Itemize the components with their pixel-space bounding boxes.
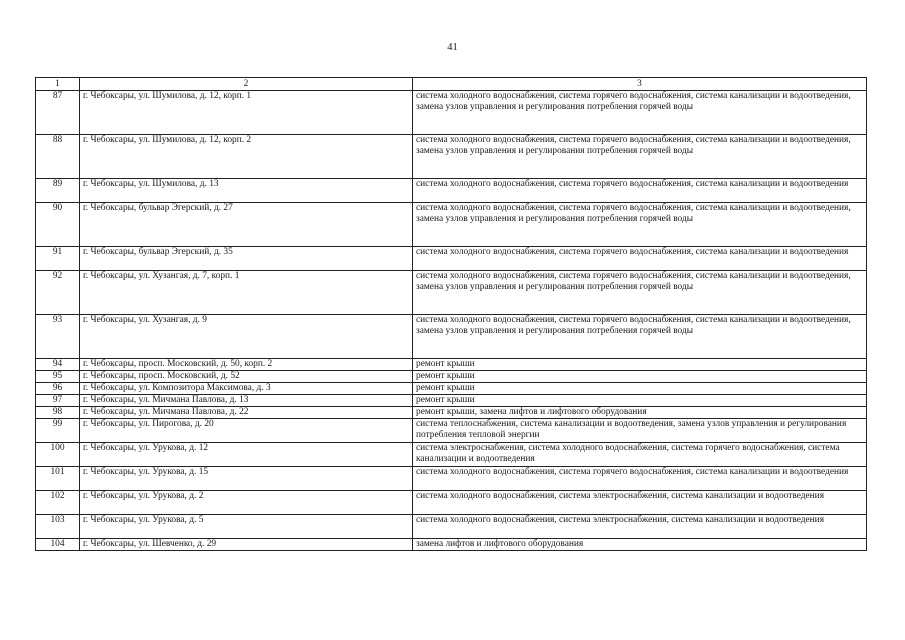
row-number-cell: 92: [36, 271, 80, 315]
row-number-cell: 103: [36, 515, 80, 539]
address-cell: г. Чебоксары, ул. Шевченко, д. 29: [80, 539, 413, 551]
table-row: [36, 179, 867, 203]
address-cell: г. Чебоксары, ул. Мичмана Павлова, д. 22: [80, 407, 413, 419]
works-cell: система электроснабжения, система холодного водоснабжения, система горячего водоснабжения, система канализации и водоотведения: [413, 443, 867, 467]
table-row: [36, 443, 867, 467]
works-cell: система холодного водоснабжения, система горячего водоснабжения, система канализации и водоотведения: [413, 467, 867, 491]
table-row: [36, 395, 867, 407]
table-body: [36, 91, 867, 551]
works-cell: ремонт крыши: [413, 359, 867, 371]
address-cell: г. Чебоксары, ул. Хузангая, д. 9: [80, 315, 413, 359]
row-number-cell: 98: [36, 407, 80, 419]
works-cell: система холодного водоснабжения, система горячего водоснабжения, система канализации и водоотведения: [413, 179, 867, 203]
address-cell: г. Чебоксары, ул. Урукова, д. 5: [80, 515, 413, 539]
address-cell: г. Чебоксары, бульвар Эгерский, д. 27: [80, 203, 413, 247]
table-row: [36, 359, 867, 371]
address-cell: г. Чебоксары, ул. Хузангая, д. 7, корп. 1: [80, 271, 413, 315]
column-header-1: 1: [36, 78, 80, 91]
works-cell: ремонт крыши: [413, 383, 867, 395]
works-cell: ремонт крыши, замена лифтов и лифтового оборудования: [413, 407, 867, 419]
column-number-row: [36, 78, 867, 91]
row-number-cell: 96: [36, 383, 80, 395]
address-cell: г. Чебоксары, ул. Шумилова, д. 12, корп. 1: [80, 91, 413, 135]
row-number-cell: 94: [36, 359, 80, 371]
table-row: [36, 271, 867, 315]
table-row: [36, 515, 867, 539]
address-cell: г. Чебоксары, ул. Композитора Максимова, д. 3: [80, 383, 413, 395]
row-number-cell: 90: [36, 203, 80, 247]
row-number-cell: 99: [36, 419, 80, 443]
table-row: [36, 383, 867, 395]
works-cell: система холодного водоснабжения, система горячего водоснабжения, система канализации и водоотведения, замена узлов управления и регулирования потребления горячей воды: [413, 203, 867, 247]
works-cell: система холодного водоснабжения, система горячего водоснабжения, система канализации и водоотведения, замена узлов управления и регулирования потребления горячей воды: [413, 91, 867, 135]
column-header-3: 3: [413, 78, 867, 91]
works-cell: система холодного водоснабжения, система электроснабжения, система канализации и водоотведения: [413, 491, 867, 515]
page-number: 41: [447, 42, 458, 53]
row-number-cell: 100: [36, 443, 80, 467]
works-cell: замена лифтов и лифтового оборудования: [413, 539, 867, 551]
address-cell: г. Чебоксары, просп. Московский, д. 52: [80, 371, 413, 383]
address-cell: г. Чебоксары, бульвар Эгерский, д. 35: [80, 247, 413, 271]
works-cell: система холодного водоснабжения, система электроснабжения, система канализации и водоотведения: [413, 515, 867, 539]
table-row: [36, 247, 867, 271]
table-row: [36, 491, 867, 515]
table-row: [36, 407, 867, 419]
row-number-cell: 102: [36, 491, 80, 515]
row-number-cell: 97: [36, 395, 80, 407]
address-cell: г. Чебоксары, просп. Московский, д. 50, корп. 2: [80, 359, 413, 371]
table-row: [36, 91, 867, 135]
row-number-cell: 93: [36, 315, 80, 359]
table-row: [36, 203, 867, 247]
house-register-table: [35, 77, 867, 551]
row-number-cell: 89: [36, 179, 80, 203]
address-cell: г. Чебоксары, ул. Мичмана Павлова, д. 13: [80, 395, 413, 407]
table-row: [36, 539, 867, 551]
row-number-cell: 95: [36, 371, 80, 383]
works-cell: ремонт крыши: [413, 395, 867, 407]
works-cell: система холодного водоснабжения, система горячего водоснабжения, система канализации и водоотведения, замена узлов управления и регулирования потребления горячей воды: [413, 135, 867, 179]
table-row: [36, 419, 867, 443]
works-cell: ремонт крыши: [413, 371, 867, 383]
row-number-cell: 88: [36, 135, 80, 179]
row-number-cell: 91: [36, 247, 80, 271]
address-cell: г. Чебоксары, ул. Урукова, д. 15: [80, 467, 413, 491]
address-cell: г. Чебоксары, ул. Урукова, д. 12: [80, 443, 413, 467]
table-row: [36, 467, 867, 491]
row-number-cell: 104: [36, 539, 80, 551]
table-row: [36, 315, 867, 359]
works-cell: система холодного водоснабжения, система горячего водоснабжения, система канализации и водоотведения, замена узлов управления и регулирования потребления горячей воды: [413, 315, 867, 359]
works-cell: система теплоснабжения, система канализации и водоотведения, замена узлов управления и регулирования потребления тепловой энергии: [413, 419, 867, 443]
address-cell: г. Чебоксары, ул. Урукова, д. 2: [80, 491, 413, 515]
address-cell: г. Чебоксары, ул. Шумилова, д. 12, корп. 2: [80, 135, 413, 179]
row-number-cell: 87: [36, 91, 80, 135]
column-header-2: 2: [80, 78, 413, 91]
address-cell: г. Чебоксары, ул. Шумилова, д. 13: [80, 179, 413, 203]
table-row: [36, 135, 867, 179]
works-cell: система холодного водоснабжения, система горячего водоснабжения, система канализации и водоотведения: [413, 247, 867, 271]
works-cell: система холодного водоснабжения, система горячего водоснабжения, система канализации и водоотведения, замена узлов управления и регулирования потребления горячей воды: [413, 271, 867, 315]
row-number-cell: 101: [36, 467, 80, 491]
address-cell: г. Чебоксары, ул. Пирогова, д. 20: [80, 419, 413, 443]
table-row: [36, 371, 867, 383]
